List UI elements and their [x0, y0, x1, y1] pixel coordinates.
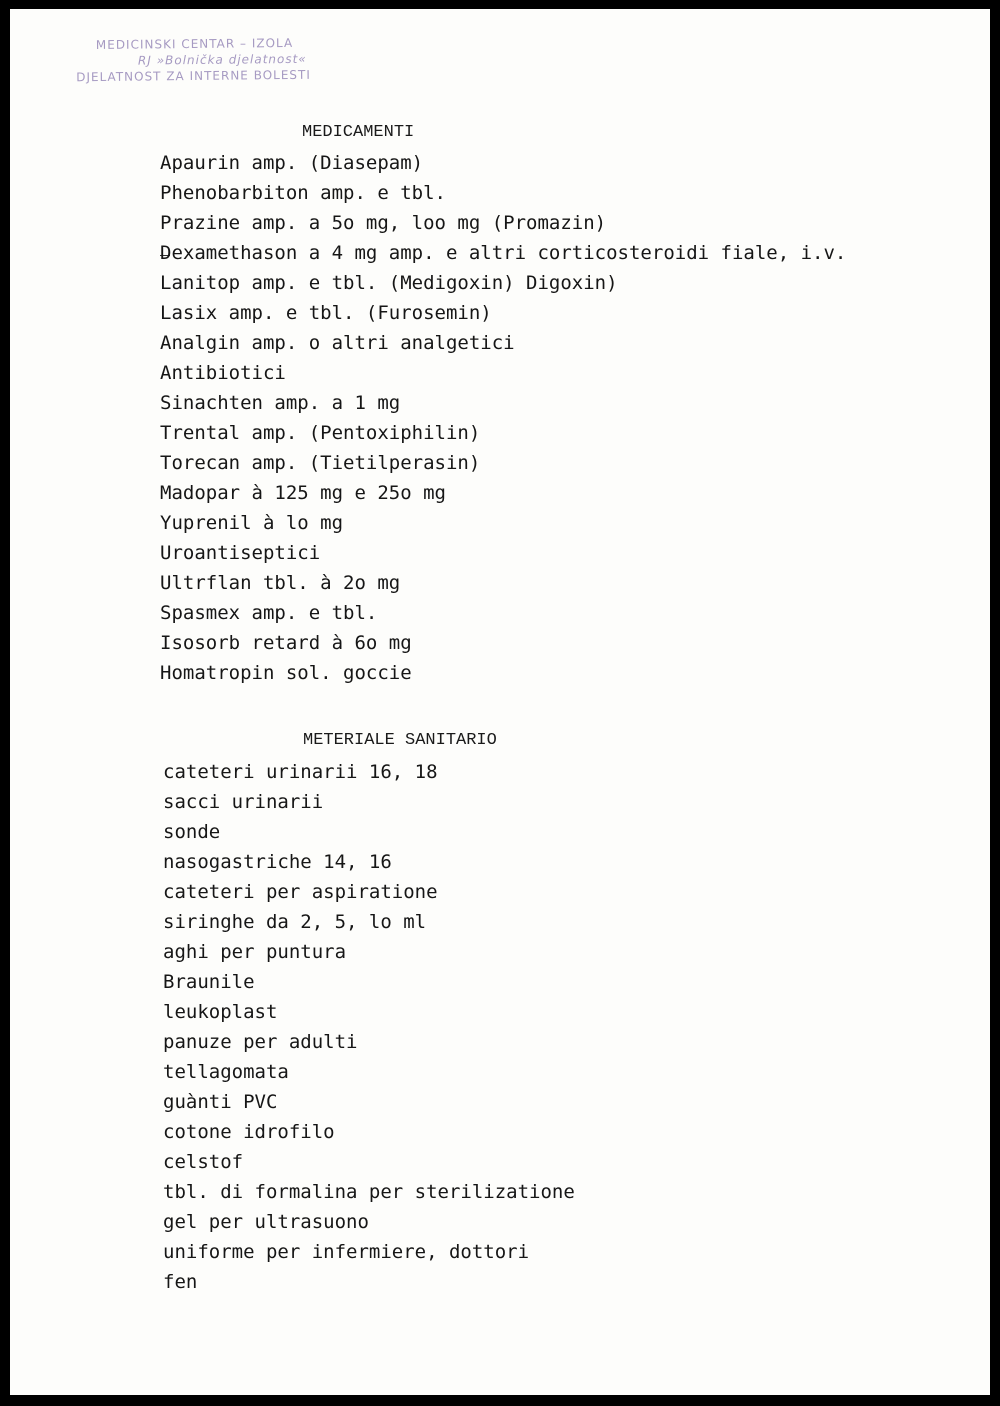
medicamenti-heading: MEDICAMENTI — [302, 123, 415, 142]
list-item: siringhe da 2, 5, lo ml — [163, 911, 427, 933]
list-item: Dexamethason a 4 mg amp. e altri corticosteroidi fiale, i.v. — [160, 242, 847, 264]
list-item: Sinachten amp. a 1 mg — [160, 392, 401, 414]
stamp-line-1: MEDICINSKI CENTAR – IZOLA — [95, 35, 294, 53]
list-item: Analgin amp. o altri analgetici — [160, 332, 515, 354]
list-item: Spasmex amp. e tbl. — [160, 602, 378, 624]
list-item: Prazine amp. a 5o mg, loo mg (Promazin) — [160, 212, 607, 234]
list-item: cateteri per aspiratione — [163, 881, 438, 903]
list-item: Braunile — [163, 971, 255, 993]
list-item: Isosorb retard à 6o mg — [160, 632, 412, 654]
institution-stamp — [76, 35, 311, 85]
list-item: gel per ultrasuono — [163, 1211, 369, 1233]
stamp-line-3: DJELATNOST ZA INTERNE BOLESTI — [76, 67, 311, 85]
list-item: uniforme per infermiere, dottori — [163, 1241, 530, 1263]
list-item: Apaurin amp. (Diasepam) — [160, 152, 424, 174]
list-item: fen — [163, 1271, 198, 1293]
list-item: Antibiotici — [160, 362, 286, 384]
materiale-list — [163, 757, 575, 1297]
stamp-line-2: RJ »Bolnička djelatnost« — [137, 51, 307, 68]
list-item: Ultrflan tbl. à 2o mg — [160, 572, 401, 594]
list-item: Trental amp. (Pentoxiphilin) — [160, 422, 481, 444]
medicamenti-list — [160, 148, 846, 688]
list-item: Lasix amp. e tbl. (Furosemin) — [160, 302, 492, 324]
list-item: Homatropin sol. goccie — [160, 662, 412, 684]
list-item: panuze per adulti — [163, 1031, 358, 1053]
list-item: cotone idrofilo — [163, 1121, 335, 1143]
list-item: Uroantiseptici — [160, 542, 321, 564]
list-item: tbl. di formalina per sterilizatione — [163, 1181, 575, 1203]
materiale-heading: METERIALE SANITARIO — [303, 731, 497, 750]
list-item: Madopar à 125 mg e 25o mg — [160, 482, 446, 504]
list-item: Torecan amp. (Tietilperasin) — [160, 452, 481, 474]
list-item: aghi per puntura — [163, 941, 347, 963]
list-item: sacci urinarii — [163, 791, 324, 813]
list-item: guànti PVC — [163, 1091, 278, 1113]
list-item: nasogastriche 14, 16 — [163, 851, 392, 873]
list-item: Phenobarbiton amp. e tbl. — [160, 182, 446, 204]
list-item: cateteri urinarii 16, 18 — [163, 761, 438, 783]
list-item: sonde — [163, 821, 221, 843]
list-item: Lanitop amp. e tbl. (Medigoxin) Digoxin) — [160, 272, 618, 294]
list-item: celstof — [163, 1151, 244, 1173]
list-item: leukoplast — [163, 1001, 278, 1023]
list-item: Yuprenil à lo mg — [160, 512, 344, 534]
list-item: tellagomata — [163, 1061, 289, 1083]
document-page — [10, 9, 990, 1395]
